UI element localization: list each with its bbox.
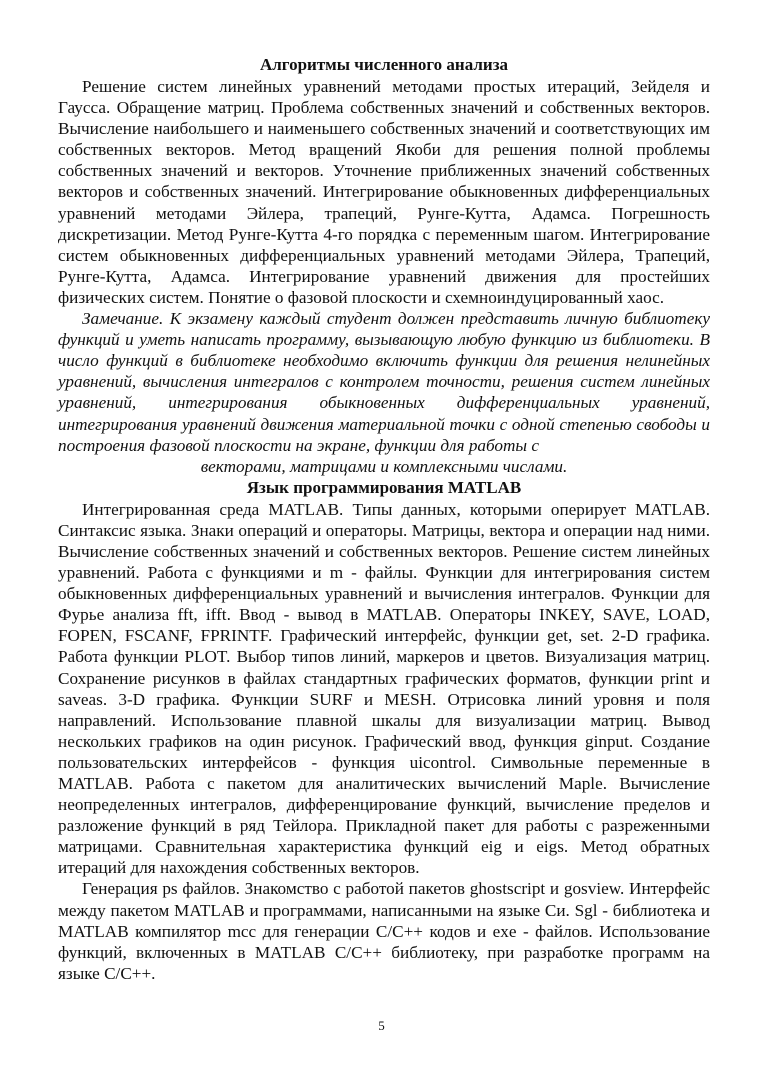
remark-paragraph: Замечание. К экзамену каждый студент должен представить личную библиотеку функций и уметь написать программу, вызывающую любую функцию из библиотеки. В число функций в библиотеке необходимо включить функции для решения нелинейных уравнений, вычисления интегралов с контролем точности, решения систем линейных уравнений, интегрирования обыкновенных дифференциальных уравнений, интегрирования уравнений движения материальной точки с одной степенью свободы и построения фазовой плоскости на экране, функции для работы с (58, 309, 710, 455)
paragraph-numerical-algorithms: Решение систем линейных уравнений методами простых итераций, Зейделя и Гаусса. Обращение матриц. Проблема собственных значений и собственных векторов. Вычисление наибольшего и наименьшего собственных значений и соответствующих им собственных векторов. Метод вращений Якоби для решения полной проблемы собственных значений и векторов. Уточнение приближенных значений собственных векторов и собственных значений. Интегрирование обыкновенных дифференциальных уравнений методами Эйлера, трапеций, Рунге-Кутта, Адамса. Погрешность дискретизации. Метод Рунге-Кутта 4-го порядка с переменным шагом. Интегрирование систем обыкновенных дифференциальных уравнений методами Эйлера, Трапеций, Рунге-Кутта, Адамса. Интегрирование уравнений движения для простейших физических систем. Понятие о фазовой плоскости и схемноиндуцированный хаос. (58, 77, 710, 307)
section-title-numerical-algorithms: Алгоритмы численного анализа (259, 55, 509, 74)
document-page (58, 54, 710, 984)
paragraph-matlab-1: Интегрированная среда MATLAB. Типы данных, которыми оперирует MATLAB. Синтаксис языка. Знаки операций и операторы. Матрицы, вектора и операции над ними. Вычисление собственных значений и собственных векторов. Решение систем линейных уравнений. Работа с функциями и m - файлы. Функции для интегрирования систем обыкновенных дифференциальных уравнений и вычисления интегралов. Функции для Фурье анализа fft, ifft. Ввод - вывод в MATLAB. Операторы INKEY, SAVE, LOAD, FOPEN, FSCANF, FPRINTF. Графический интерфейс, функции get, set. 2-D графика. Работа функции PLOT. Выбор типов линий, маркеров и цветов. Визуализация матриц. Сохранение рисунков в файлах стандартных графических форматов, функции print и saveas. 3-D графика. Функции SURF и MESH. Отрисовка линий уровня и поля направлений. Использование плавной шкалы для визуализации матриц. Вывод нескольких графиков на один рисунок. Графический ввод, функция ginput. Создание пользовательских интерфейсов - функция uicontrol. Символьные переменные в MATLAB. Работа с пакетом для аналитических вычислений Maple. Вычисление неопределенных интегралов, дифференцирование функций, вычисление пределов и разложение функций в ряд Тейлора. Прикладной пакет для работы с разреженными матрицами. Сравнительная характеристика функций eig и eigs. Метод обратных итераций для нахождения собственных векторов. (58, 499, 710, 878)
paragraph-matlab-2: Генерация ps файлов. Знакомство с работой пакетов ghostscript и gosview. Интерфейс между пакетом MATLAB и программами, написанными на языке Си. Sgl - библиотека и MATLAB компилятор mcc для генерации C/C++ кодов и exe - файлов. Использование функций, включенных в MATLAB C/C++ библиотеку, при разработке программ на языке C/C++. (58, 879, 710, 983)
page-number: 5 (378, 1018, 385, 1033)
section-title-matlab: Язык программирования MATLAB (246, 477, 522, 497)
remark-last-line: векторами, матрицами и комплексными числами. (200, 456, 568, 476)
